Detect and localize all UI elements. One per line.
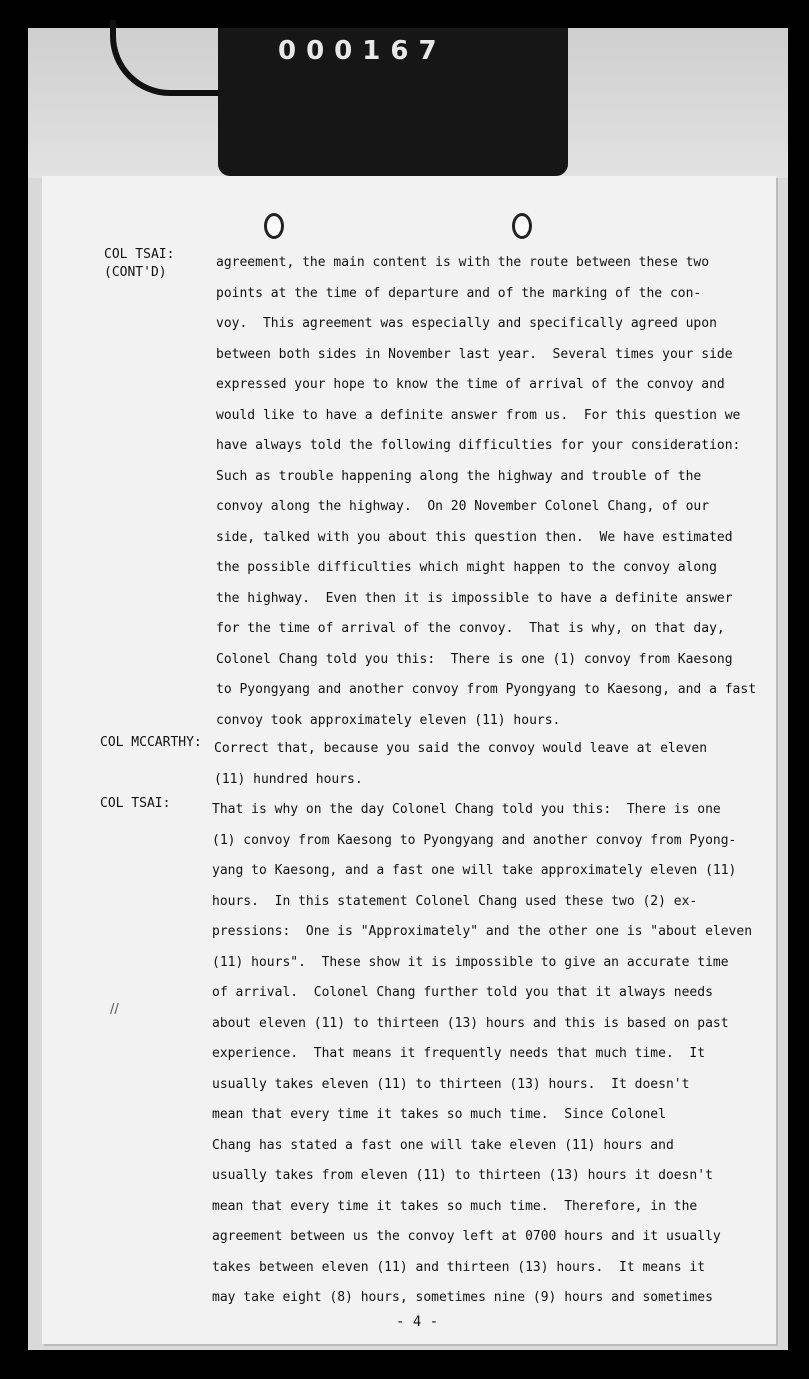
text-line: Colonel Chang told you this: There is one (1) convoy from Kaesong [216,651,733,667]
text-line: Correct that, because you said the convoy would leave at eleven [214,741,708,756]
text-line: usually takes from eleven (11) to thirteen (13) hours it doesn't [212,1168,713,1183]
text-line: the highway. Even then it is impossible to have a definite answer [216,590,733,606]
text-line: points at the time of departure and of the marking of the con- [216,285,702,301]
text-line: hours. In this statement Colonel Chang used these two (2) ex- [212,893,698,909]
text-line: convoy took approximately eleven (11) hours. [216,712,561,728]
dialogue-block-tsai [212,795,752,1314]
text-line: experience. That means it frequently needs that much time. It [212,1046,706,1061]
text-line: mean that every time it takes so much time. Therefore, in the [212,1198,698,1214]
text-line: would like to have a definite answer from us. For this question we [216,407,741,423]
text-line: to Pyongyang and another convoy from Pyongyang to Kaesong, and a fast [216,682,757,697]
frame-counter: 000167 [278,36,447,66]
text-line: takes between eleven (11) and thirteen (13) hours. It means it [212,1259,706,1275]
text-line: That is why on the day Colonel Chang told you this: There is one [212,802,721,817]
text-line: have always told the following difficulties for your consideration: [216,438,741,453]
text-line: voy. This agreement was especially and specifically agreed upon [216,316,717,331]
page-number: - 4 - [396,1314,439,1330]
text-line: Chang has stated a fast one will take eleven (11) hours and [212,1137,674,1153]
speaker-label-tsai: COL TSAI: [100,796,171,811]
text-line: yang to Kaesong, and a fast one will take approximately eleven (11) [212,863,737,878]
text-line: (11) hours". These show it is impossible to give an accurate time [212,954,729,970]
text-line: (11) hundred hours. [214,771,363,787]
text-line: may take eight (8) hours, sometimes nine (9) hours and sometimes [212,1290,713,1305]
speaker-label-tsai-cont [104,246,174,282]
continued-note: (CONT'D) [104,265,167,280]
text-line: usually takes eleven (11) to thirteen (13) hours. It doesn't [212,1076,690,1092]
text-line: side, talked with you about this question then. We have estimated [216,529,733,545]
text-line: agreement, the main content is with the route between these two [216,255,710,270]
text-line: about eleven (11) to thirteen (13) hours and this is based on past [212,1015,729,1031]
dialogue-block-mccarthy [214,734,707,795]
text-line: mean that every time it takes so much time. Since Colonel [212,1107,666,1122]
text-line: agreement between us the convoy left at 0700 hours and it usually [212,1229,721,1244]
text-line: Such as trouble happening along the highway and trouble of the [216,468,702,484]
text-line: the possible difficulties which might happen to the convoy along [216,560,717,575]
text-line: pressions: One is "Approximately" and the other one is "about eleven [212,924,753,939]
text-line: (1) convoy from Kaesong to Pyongyang and another convoy from Pyong- [212,832,737,848]
punch-hole-left [264,213,284,239]
text-line: for the time of arrival of the convoy. That is why, on that day, [216,621,725,636]
speaker-name: COL TSAI: [104,247,175,262]
text-line: of arrival. Colonel Chang further told you that it always needs [212,985,713,1000]
text-line: expressed your hope to know the time of arrival of the convoy and [216,377,725,392]
margin-pencil-mark: // [110,1002,119,1017]
punch-hole-right [512,213,532,239]
text-line: between both sides in November last year. Several times your side [216,346,733,362]
dialogue-block-tsai-cont [216,248,756,736]
speaker-label-mccarthy: COL MCCARTHY: [100,735,202,750]
text-line: convoy along the highway. On 20 November Colonel Chang, of our [216,499,710,514]
